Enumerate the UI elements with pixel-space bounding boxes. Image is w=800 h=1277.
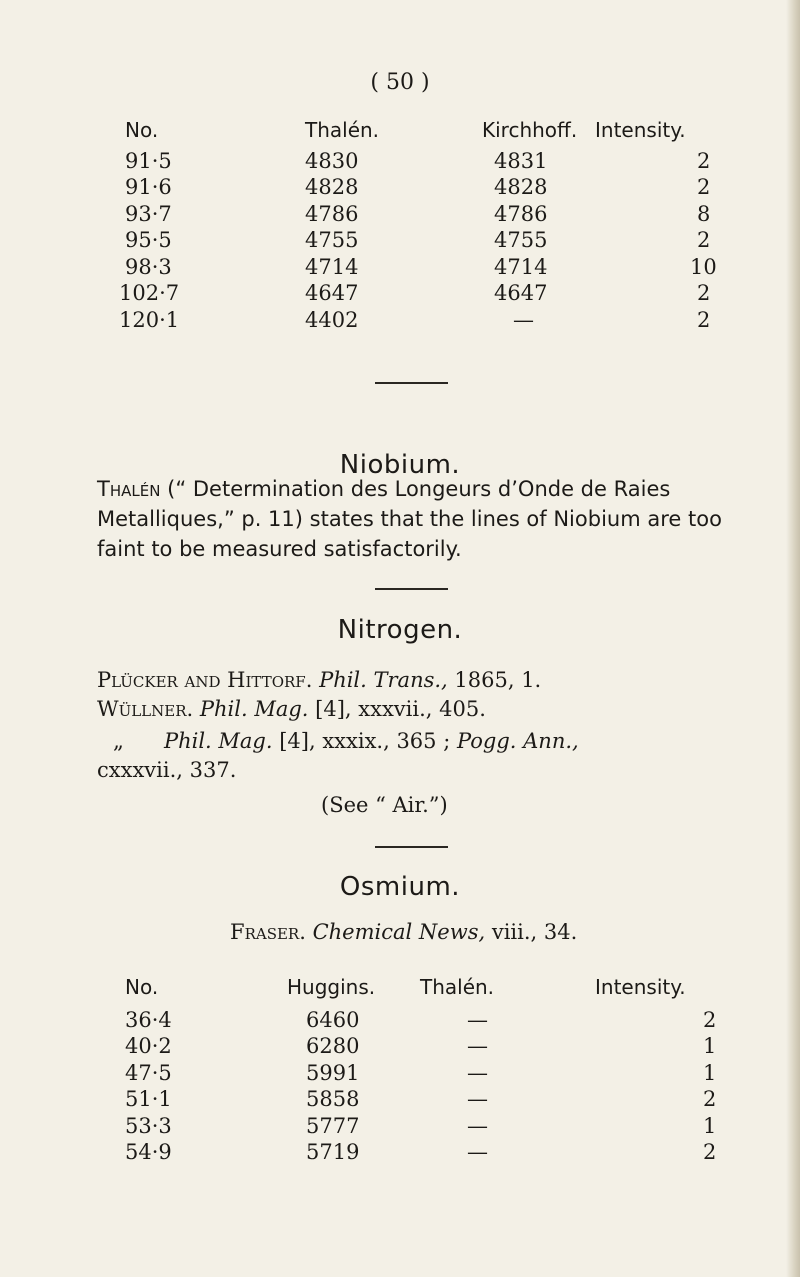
reference-journal-2: Pogg. Ann., (456, 729, 579, 753)
table-row (0, 255, 800, 282)
cell-no: 54·9 (125, 1140, 172, 1164)
cell-intensity: 2 (703, 1140, 717, 1164)
section-divider (375, 382, 448, 384)
cell-intensity: 2 (697, 307, 711, 332)
reference-journal: Phil. Mag. (199, 697, 309, 721)
cell-thalen: 4647 (305, 281, 359, 305)
cell-thalen: 4755 (305, 228, 359, 252)
cell-no: 40·2 (125, 1034, 172, 1058)
osmium-reference (230, 920, 577, 944)
cell-thalen: — (467, 1140, 488, 1164)
header-thalen: Thalén. (305, 118, 380, 142)
cell-no: 91·5 (125, 148, 172, 173)
reference-journal: Chemical News, (312, 920, 486, 944)
reference-details: [4], xxxvii., 405. (315, 697, 486, 721)
cell-intensity: 10 (690, 254, 717, 279)
cell-huggins: 6280 (306, 1034, 360, 1058)
cell-no: 36·4 (125, 1007, 172, 1032)
cell-kirchhoff: — (513, 307, 534, 332)
spectral-lines-table (0, 118, 800, 334)
page-number: ( 50 ) (370, 70, 430, 95)
cell-kirchhoff: 4755 (494, 228, 548, 252)
cell-intensity: 2 (703, 1087, 717, 1111)
cell-thalen: 4830 (305, 148, 359, 173)
table-row (0, 308, 800, 335)
cell-no: 51·1 (125, 1087, 172, 1111)
ditto-mark: „ (113, 729, 124, 753)
table-row (0, 281, 800, 308)
cell-kirchhoff: 4714 (494, 254, 548, 279)
reference-journal: Phil. Mag. (163, 729, 273, 753)
cell-kirchhoff: 4828 (494, 175, 548, 199)
cell-thalen: 4828 (305, 175, 359, 199)
cell-kirchhoff: 4831 (494, 148, 548, 173)
nitrogen-heading: Nitrogen. (337, 615, 463, 645)
cell-huggins: 5719 (306, 1140, 360, 1164)
niobium-paragraph (97, 474, 722, 564)
cell-huggins: 5777 (306, 1113, 360, 1138)
nitrogen-reference-3-continued: cxxxvii., 337. (97, 758, 237, 782)
reference-authors: Fraser. (230, 920, 306, 944)
cell-thalen: — (467, 1060, 488, 1085)
reference-authors: Wüllner. (97, 697, 194, 721)
cell-thalen: 4786 (305, 201, 359, 226)
table-row (0, 1114, 800, 1141)
nitrogen-reference-1 (97, 668, 541, 692)
niobium-author: Thalén (97, 477, 161, 501)
table-row (0, 1061, 800, 1088)
cell-huggins: 5991 (306, 1060, 360, 1085)
cell-intensity: 1 (703, 1060, 717, 1085)
niobium-text: (“ Determination des Longeurs d’Onde de Raies Metalliques,” p. 11) states that the lines of Niobium are too faint to be measured satisfactorily. (97, 477, 722, 561)
cell-thalen: 4402 (305, 307, 359, 332)
header-thalen: Thalén. (420, 975, 495, 999)
reference-details: 1865, 1. (454, 668, 542, 692)
cell-no: 47·5 (125, 1060, 172, 1085)
reference-details: viii., 34. (491, 920, 578, 944)
cell-kirchhoff: 4786 (494, 201, 548, 226)
nitrogen-reference-2 (97, 697, 486, 721)
header-intensity: Intensity. (595, 975, 686, 999)
cell-no: 120·1 (119, 307, 180, 332)
cell-huggins: 5858 (306, 1087, 360, 1111)
cell-thalen: 4714 (305, 254, 359, 279)
cell-intensity: 2 (697, 228, 711, 252)
header-huggins: Huggins. (287, 975, 376, 999)
cell-no: 91·6 (125, 175, 172, 199)
cell-no: 95·5 (125, 228, 172, 252)
header-intensity: Intensity. (595, 118, 686, 142)
cell-intensity: 1 (703, 1034, 717, 1058)
osmium-heading: Osmium. (339, 872, 461, 902)
see-air-text: (See “ Air.”) (321, 793, 448, 817)
table-row (0, 1140, 800, 1167)
cell-intensity: 2 (697, 175, 711, 199)
table-row (0, 1008, 800, 1035)
cell-thalen: — (467, 1087, 488, 1111)
cell-thalen: — (467, 1113, 488, 1138)
cell-thalen: — (467, 1034, 488, 1058)
table-header-row (0, 118, 800, 145)
table-row (0, 1087, 800, 1114)
cell-no: 102·7 (119, 281, 180, 305)
table-row (0, 149, 800, 176)
cell-intensity: 2 (697, 281, 711, 305)
niobium-heading: Niobium. (339, 450, 461, 480)
cell-kirchhoff: 4647 (494, 281, 548, 305)
cell-thalen: — (467, 1007, 488, 1032)
see-air-note (321, 793, 448, 817)
table-row (0, 228, 800, 255)
header-no: No. (125, 975, 159, 999)
table-row (0, 1034, 800, 1061)
cell-no: 98·3 (125, 254, 172, 279)
table-row (0, 202, 800, 229)
nitrogen-reference-3 (113, 729, 579, 753)
osmium-lines-table (0, 975, 800, 1167)
cell-intensity: 2 (703, 1007, 717, 1032)
cell-intensity: 1 (703, 1113, 717, 1138)
reference-authors: Plücker and Hittorf. (97, 668, 313, 692)
header-no: No. (125, 118, 159, 142)
reference-details: [4], xxxix., 365 ; (279, 729, 451, 753)
cell-intensity: 2 (697, 148, 711, 173)
cell-no: 93·7 (125, 201, 172, 226)
table-header-row (0, 975, 800, 1002)
section-divider (375, 588, 448, 590)
table-row (0, 175, 800, 202)
section-divider (375, 846, 448, 848)
cell-huggins: 6460 (306, 1007, 360, 1032)
reference-journal: Phil. Trans., (319, 668, 448, 692)
header-kirchhoff: Kirchhoff. (482, 118, 578, 142)
cell-no: 53·3 (125, 1113, 172, 1138)
cell-intensity: 8 (697, 201, 711, 226)
